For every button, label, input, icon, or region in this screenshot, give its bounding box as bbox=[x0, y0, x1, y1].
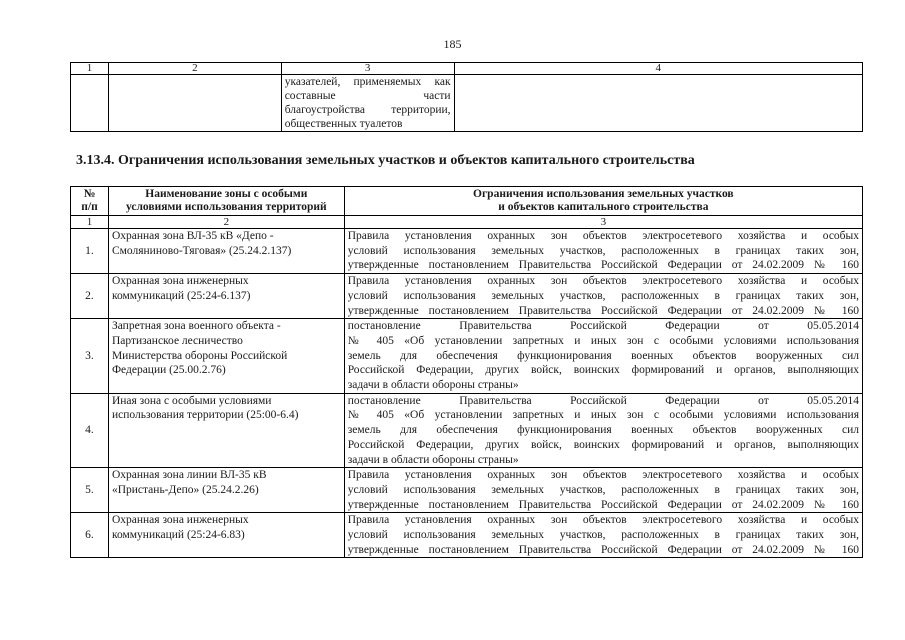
row-number: 3. bbox=[71, 319, 109, 394]
zone-name-line: Иная зона с особыми условиями bbox=[111, 394, 272, 407]
restriction-line: утвержденные постановлением Правительства Российской Федерации от 24.02.2009 № 160 bbox=[347, 543, 859, 556]
column-number: 2 bbox=[108, 216, 344, 229]
cell-line: благоустройства территории, bbox=[284, 104, 451, 116]
restriction-cell bbox=[344, 513, 862, 558]
header-number bbox=[71, 187, 109, 216]
row-number: 1. bbox=[71, 229, 109, 274]
restriction-cell bbox=[344, 393, 862, 468]
restriction-line: Правила установления охранных зон объектов электросетевого хозяйства и особых bbox=[347, 514, 859, 527]
restriction-cell bbox=[344, 319, 862, 394]
cell-line: составные части bbox=[284, 90, 451, 102]
header-line: Наименование зоны с особыми bbox=[145, 188, 308, 200]
table-body bbox=[71, 229, 863, 558]
column-number: 3 bbox=[344, 216, 862, 229]
header-restrictions bbox=[344, 187, 862, 216]
zone-name-cell bbox=[108, 274, 344, 319]
column-number: 3 bbox=[281, 63, 454, 75]
restriction-cell bbox=[344, 468, 862, 513]
zone-name-cell bbox=[108, 393, 344, 468]
table-cell bbox=[454, 75, 862, 132]
restriction-line: утвержденные постановлением Правительства Российской Федерации от 24.02.2009 № 160 bbox=[347, 304, 859, 317]
zone-name-line: Министерства обороны Российской bbox=[111, 349, 288, 362]
restriction-line: постановление Правительства Российской Федерации от 05.05.2014 bbox=[347, 394, 859, 407]
zone-name-line: Смоляниново-Тяговая» (25.24.2.137) bbox=[111, 244, 292, 257]
header-line: условиями использования территорий bbox=[125, 201, 327, 213]
table-header-row bbox=[71, 187, 863, 216]
table-row bbox=[71, 75, 863, 132]
zone-name-line: Охранная зона инженерных bbox=[111, 275, 249, 288]
restriction-line: условий использования земельных участков, расположенных в границах таких зон, bbox=[347, 244, 859, 257]
header-line: и объектов капитального строительства bbox=[498, 201, 709, 213]
section-title: 3.13.4. Ограничения использования земельных участков и объектов капитального строительства bbox=[76, 153, 695, 168]
restriction-line: Правила установления охранных зон объектов электросетевого хозяйства и особых bbox=[347, 469, 859, 482]
zone-name-line: Охранная зона ВЛ-35 кВ «Депо - bbox=[111, 230, 274, 242]
restriction-line: утвержденные постановлением Правительства Российской Федерации от 24.02.2009 № 160 bbox=[347, 259, 859, 272]
header-line: Ограничения использования земельных участков bbox=[473, 188, 734, 200]
row-number: 6. bbox=[71, 513, 109, 558]
restriction-line: Российской Федерации, других войск, воинских формирований и органов, выполняющих bbox=[347, 364, 859, 377]
restriction-line: Российской Федерации, других войск, воинских формирований и органов, выполняющих bbox=[347, 438, 859, 451]
zone-name-line: коммуникаций (25:24-6.137) bbox=[111, 289, 251, 302]
table-cell bbox=[71, 75, 109, 132]
restrictions-table bbox=[70, 186, 863, 558]
zone-name-line: Охранная зона линии ВЛ-35 кВ bbox=[111, 469, 267, 482]
zone-name-cell bbox=[108, 319, 344, 394]
restriction-line: утвержденные постановлением Правительства Российской Федерации от 24.02.2009 № 160 bbox=[347, 498, 859, 511]
zone-name-line: использования территории (25:00-6.4) bbox=[111, 409, 299, 422]
restriction-line: задачи в области обороны страны» bbox=[347, 379, 519, 392]
zone-name-line: Партизанское лесничество bbox=[111, 334, 243, 347]
table-cell bbox=[108, 75, 281, 132]
header-zone bbox=[108, 187, 344, 216]
restriction-line: задачи в области обороны страны» bbox=[347, 453, 519, 466]
table-row bbox=[71, 468, 863, 513]
table-cell-text bbox=[281, 75, 454, 132]
restriction-line: постановление Правительства Российской Федерации от 05.05.2014 bbox=[347, 320, 859, 333]
header-line: п/п bbox=[81, 201, 98, 213]
zone-name-line: Охранная зона инженерных bbox=[111, 514, 249, 527]
column-number: 2 bbox=[108, 63, 281, 75]
cell-line: общественных туалетов bbox=[284, 118, 403, 130]
table-row bbox=[71, 513, 863, 558]
restriction-line: земель для обеспечения функционирования военных объектов вооруженных сил bbox=[347, 349, 859, 362]
zone-name-line: Федерации (25.00.2.76) bbox=[111, 364, 226, 377]
continuation-table bbox=[70, 62, 863, 132]
restriction-line: Правила установления охранных зон объектов электросетевого хозяйства и особых bbox=[347, 230, 859, 242]
row-number: 5. bbox=[71, 468, 109, 513]
column-number-row bbox=[71, 63, 863, 75]
restriction-cell bbox=[344, 274, 862, 319]
restriction-line: Правила установления охранных зон объектов электросетевого хозяйства и особых bbox=[347, 275, 859, 288]
zone-name-cell bbox=[108, 229, 344, 274]
zone-name-cell bbox=[108, 513, 344, 558]
zone-name-cell bbox=[108, 468, 344, 513]
column-number: 1 bbox=[71, 216, 109, 229]
cell-line: указателей, применяемых как bbox=[284, 76, 451, 88]
table-row bbox=[71, 319, 863, 394]
zone-name-line: «Пристань-Депо» (25.24.2.26) bbox=[111, 483, 259, 496]
restriction-line: условий использования земельных участков, расположенных в границах таких зон, bbox=[347, 289, 859, 302]
table-row bbox=[71, 393, 863, 468]
restriction-line: земель для обеспечения функционирования военных объектов вооруженных сил bbox=[347, 424, 859, 437]
zone-name-line: Запретная зона военного объекта - bbox=[111, 320, 281, 333]
restriction-line: № 405 «Об установлении запретных и иных зон с особыми условиями использования bbox=[347, 334, 859, 347]
restriction-line: условий использования земельных участков, расположенных в границах таких зон, bbox=[347, 483, 859, 496]
restriction-cell bbox=[344, 229, 862, 274]
row-number: 2. bbox=[71, 274, 109, 319]
column-number-row bbox=[71, 216, 863, 229]
zone-name-line: коммуникаций (25:24-6.83) bbox=[111, 529, 245, 542]
table-row bbox=[71, 229, 863, 274]
column-number: 1 bbox=[71, 63, 109, 75]
restriction-line: условий использования земельных участков, расположенных в границах таких зон, bbox=[347, 529, 859, 542]
page-number: 185 bbox=[443, 37, 462, 51]
table-row bbox=[71, 274, 863, 319]
column-number: 4 bbox=[454, 63, 862, 75]
header-line: № bbox=[83, 188, 96, 200]
row-number: 4. bbox=[71, 393, 109, 468]
restriction-line: № 405 «Об установлении запретных и иных зон с особыми условиями использования bbox=[347, 409, 859, 422]
